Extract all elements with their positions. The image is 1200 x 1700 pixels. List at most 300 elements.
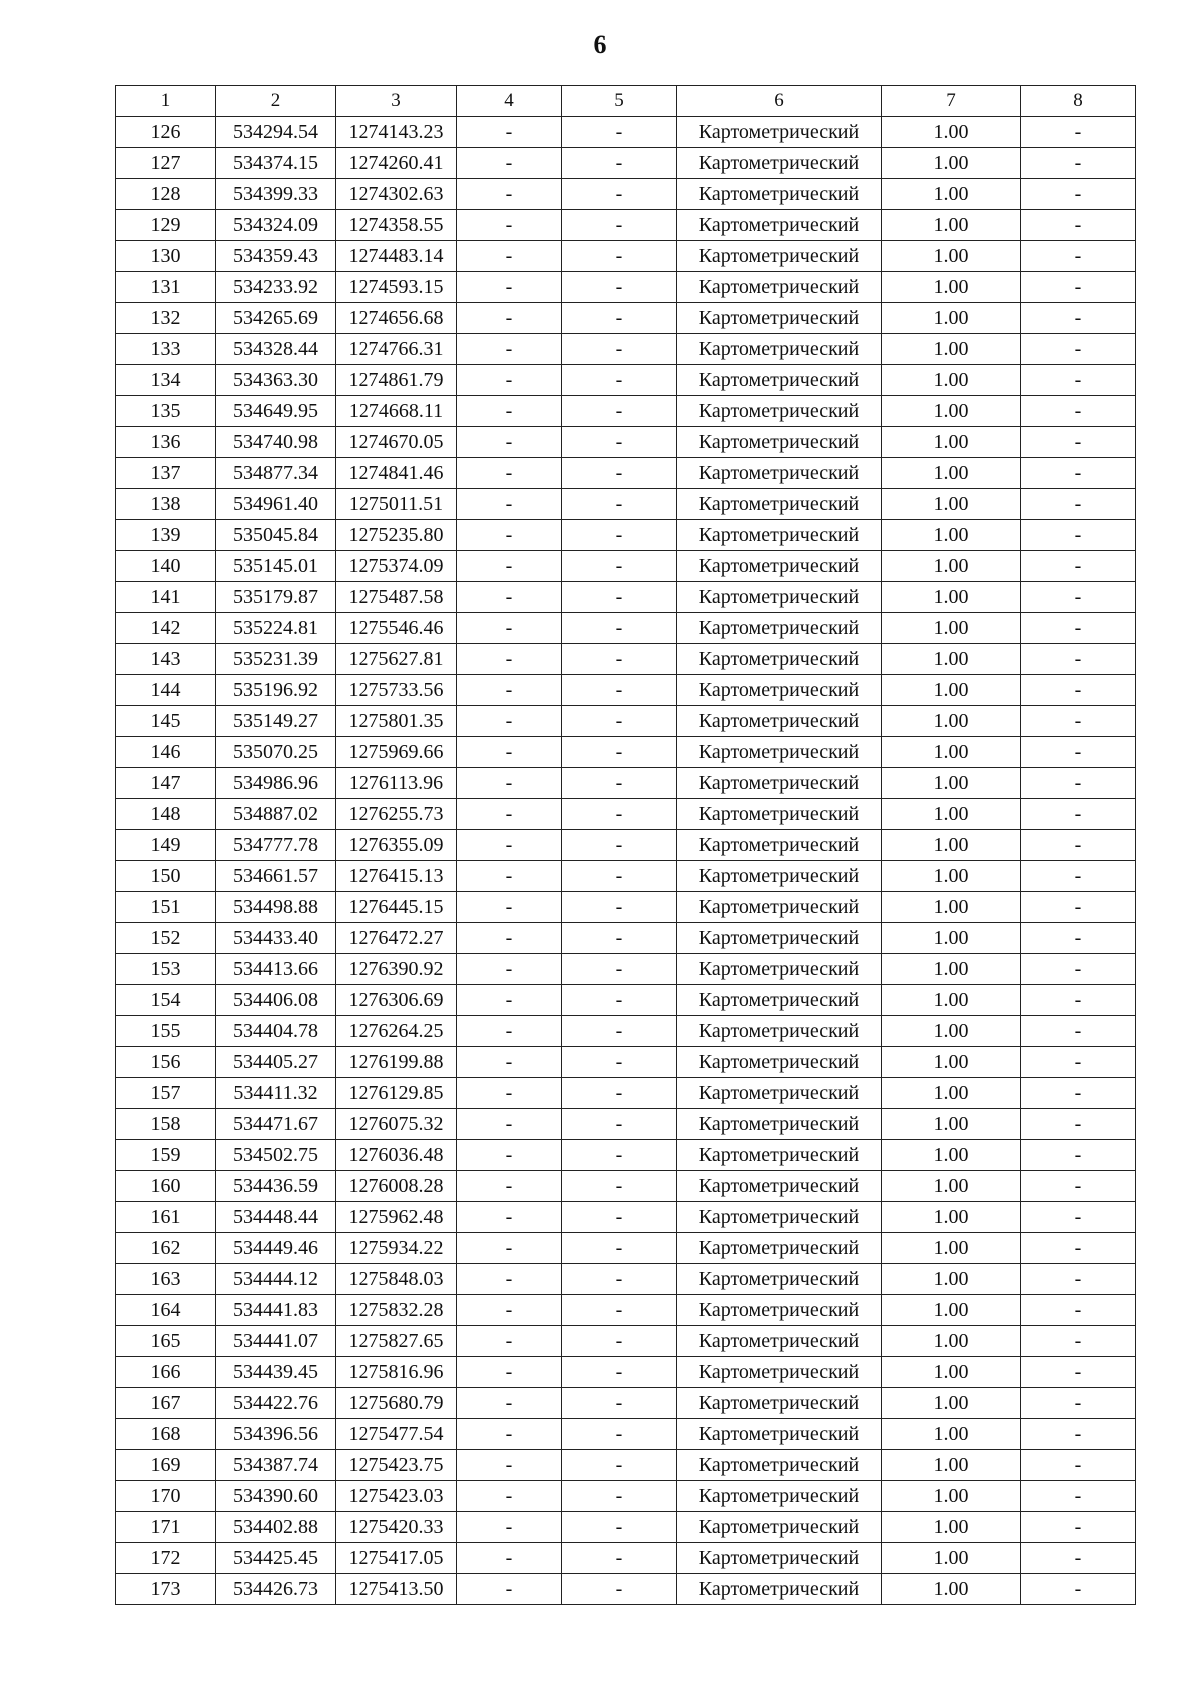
x-coordinate-cell: 534961.40 — [216, 489, 336, 520]
accuracy-cell: 1.00 — [882, 1171, 1021, 1202]
col-4-cell: - — [457, 489, 562, 520]
table-row — [116, 954, 1136, 985]
y-coordinate-cell: 1275011.51 — [336, 489, 457, 520]
col-4-cell: - — [457, 210, 562, 241]
table-row — [116, 1233, 1136, 1264]
col-8-cell: - — [1021, 1047, 1136, 1078]
col-4-cell: - — [457, 1543, 562, 1574]
header-col-6: 6 — [677, 86, 882, 117]
col-4-cell: - — [457, 1078, 562, 1109]
method-cell: Картометрический — [677, 396, 882, 427]
method-cell: Картометрический — [677, 737, 882, 768]
x-coordinate-cell: 534387.74 — [216, 1450, 336, 1481]
col-5-cell: - — [562, 1016, 677, 1047]
col-5-cell: - — [562, 303, 677, 334]
col-4-cell: - — [457, 520, 562, 551]
accuracy-cell: 1.00 — [882, 427, 1021, 458]
accuracy-cell: 1.00 — [882, 675, 1021, 706]
accuracy-cell: 1.00 — [882, 1109, 1021, 1140]
col-5-cell: - — [562, 923, 677, 954]
col-4-cell: - — [457, 334, 562, 365]
table-row — [116, 1140, 1136, 1171]
y-coordinate-cell: 1275827.65 — [336, 1326, 457, 1357]
point-number-cell: 171 — [116, 1512, 216, 1543]
y-coordinate-cell: 1276445.15 — [336, 892, 457, 923]
accuracy-cell: 1.00 — [882, 1481, 1021, 1512]
col-4-cell: - — [457, 396, 562, 427]
y-coordinate-cell: 1275733.56 — [336, 675, 457, 706]
accuracy-cell: 1.00 — [882, 520, 1021, 551]
y-coordinate-cell: 1276129.85 — [336, 1078, 457, 1109]
x-coordinate-cell: 534426.73 — [216, 1574, 336, 1605]
method-cell: Картометрический — [677, 613, 882, 644]
col-5-cell: - — [562, 861, 677, 892]
col-8-cell: - — [1021, 582, 1136, 613]
accuracy-cell: 1.00 — [882, 1016, 1021, 1047]
y-coordinate-cell: 1276036.48 — [336, 1140, 457, 1171]
point-number-cell: 173 — [116, 1574, 216, 1605]
method-cell: Картометрический — [677, 1512, 882, 1543]
col-4-cell: - — [457, 613, 562, 644]
x-coordinate-cell: 535149.27 — [216, 706, 336, 737]
table-row — [116, 179, 1136, 210]
col-4-cell: - — [457, 768, 562, 799]
table-row — [116, 1326, 1136, 1357]
table-row — [116, 985, 1136, 1016]
col-5-cell: - — [562, 241, 677, 272]
point-number-cell: 128 — [116, 179, 216, 210]
method-cell: Картометрический — [677, 179, 882, 210]
col-5-cell: - — [562, 1574, 677, 1605]
table-row — [116, 1450, 1136, 1481]
y-coordinate-cell: 1276075.32 — [336, 1109, 457, 1140]
table-row — [116, 582, 1136, 613]
col-4-cell: - — [457, 303, 562, 334]
point-number-cell: 165 — [116, 1326, 216, 1357]
point-number-cell: 151 — [116, 892, 216, 923]
col-5-cell: - — [562, 706, 677, 737]
col-8-cell: - — [1021, 117, 1136, 148]
point-number-cell: 134 — [116, 365, 216, 396]
y-coordinate-cell: 1275487.58 — [336, 582, 457, 613]
method-cell: Картометрический — [677, 768, 882, 799]
col-4-cell: - — [457, 272, 562, 303]
accuracy-cell: 1.00 — [882, 582, 1021, 613]
table-header — [116, 86, 1136, 117]
x-coordinate-cell: 534649.95 — [216, 396, 336, 427]
col-8-cell: - — [1021, 272, 1136, 303]
y-coordinate-cell: 1275420.33 — [336, 1512, 457, 1543]
x-coordinate-cell: 534436.59 — [216, 1171, 336, 1202]
col-8-cell: - — [1021, 241, 1136, 272]
table-row — [116, 427, 1136, 458]
x-coordinate-cell: 534405.27 — [216, 1047, 336, 1078]
accuracy-cell: 1.00 — [882, 179, 1021, 210]
col-8-cell: - — [1021, 1357, 1136, 1388]
y-coordinate-cell: 1275423.75 — [336, 1450, 457, 1481]
col-5-cell: - — [562, 644, 677, 675]
x-coordinate-cell: 534374.15 — [216, 148, 336, 179]
col-4-cell: - — [457, 1233, 562, 1264]
x-coordinate-cell: 535196.92 — [216, 675, 336, 706]
col-5-cell: - — [562, 210, 677, 241]
table-row — [116, 365, 1136, 396]
x-coordinate-cell: 534265.69 — [216, 303, 336, 334]
col-8-cell: - — [1021, 1109, 1136, 1140]
method-cell: Картометрический — [677, 1574, 882, 1605]
col-4-cell: - — [457, 954, 562, 985]
method-cell: Картометрический — [677, 1047, 882, 1078]
accuracy-cell: 1.00 — [882, 1543, 1021, 1574]
accuracy-cell: 1.00 — [882, 1357, 1021, 1388]
method-cell: Картометрический — [677, 117, 882, 148]
col-5-cell: - — [562, 830, 677, 861]
table-row — [116, 613, 1136, 644]
col-5-cell: - — [562, 613, 677, 644]
y-coordinate-cell: 1276264.25 — [336, 1016, 457, 1047]
y-coordinate-cell: 1275417.05 — [336, 1543, 457, 1574]
method-cell: Картометрический — [677, 1357, 882, 1388]
table-row — [116, 1574, 1136, 1605]
x-coordinate-cell: 534294.54 — [216, 117, 336, 148]
x-coordinate-cell: 534439.45 — [216, 1357, 336, 1388]
accuracy-cell: 1.00 — [882, 365, 1021, 396]
col-5-cell: - — [562, 1109, 677, 1140]
y-coordinate-cell: 1274302.63 — [336, 179, 457, 210]
method-cell: Картометрический — [677, 365, 882, 396]
col-4-cell: - — [457, 644, 562, 675]
y-coordinate-cell: 1274483.14 — [336, 241, 457, 272]
x-coordinate-cell: 535179.87 — [216, 582, 336, 613]
table-body — [116, 117, 1136, 1605]
col-8-cell: - — [1021, 458, 1136, 489]
col-4-cell: - — [457, 1109, 562, 1140]
y-coordinate-cell: 1274670.05 — [336, 427, 457, 458]
col-8-cell: - — [1021, 179, 1136, 210]
col-8-cell: - — [1021, 644, 1136, 675]
col-8-cell: - — [1021, 1264, 1136, 1295]
col-5-cell: - — [562, 582, 677, 613]
col-8-cell: - — [1021, 1171, 1136, 1202]
accuracy-cell: 1.00 — [882, 1574, 1021, 1605]
y-coordinate-cell: 1275413.50 — [336, 1574, 457, 1605]
table-row — [116, 117, 1136, 148]
col-8-cell: - — [1021, 1512, 1136, 1543]
table-row — [116, 489, 1136, 520]
x-coordinate-cell: 534502.75 — [216, 1140, 336, 1171]
method-cell: Картометрический — [677, 1140, 882, 1171]
col-4-cell: - — [457, 582, 562, 613]
y-coordinate-cell: 1275423.03 — [336, 1481, 457, 1512]
method-cell: Картометрический — [677, 892, 882, 923]
point-number-cell: 169 — [116, 1450, 216, 1481]
col-5-cell: - — [562, 954, 677, 985]
y-coordinate-cell: 1274260.41 — [336, 148, 457, 179]
accuracy-cell: 1.00 — [882, 1512, 1021, 1543]
y-coordinate-cell: 1276355.09 — [336, 830, 457, 861]
point-number-cell: 130 — [116, 241, 216, 272]
col-5-cell: - — [562, 334, 677, 365]
col-8-cell: - — [1021, 396, 1136, 427]
table-row — [116, 1171, 1136, 1202]
col-8-cell: - — [1021, 799, 1136, 830]
method-cell: Картометрический — [677, 644, 882, 675]
method-cell: Картометрический — [677, 334, 882, 365]
y-coordinate-cell: 1275477.54 — [336, 1419, 457, 1450]
x-coordinate-cell: 535070.25 — [216, 737, 336, 768]
x-coordinate-cell: 534404.78 — [216, 1016, 336, 1047]
point-number-cell: 157 — [116, 1078, 216, 1109]
x-coordinate-cell: 534986.96 — [216, 768, 336, 799]
col-5-cell: - — [562, 1450, 677, 1481]
y-coordinate-cell: 1274593.15 — [336, 272, 457, 303]
point-number-cell: 145 — [116, 706, 216, 737]
accuracy-cell: 1.00 — [882, 613, 1021, 644]
table-row — [116, 272, 1136, 303]
col-8-cell: - — [1021, 861, 1136, 892]
col-8-cell: - — [1021, 148, 1136, 179]
method-cell: Картометрический — [677, 520, 882, 551]
col-5-cell: - — [562, 1202, 677, 1233]
x-coordinate-cell: 534402.88 — [216, 1512, 336, 1543]
method-cell: Картометрический — [677, 985, 882, 1016]
col-8-cell: - — [1021, 1543, 1136, 1574]
method-cell: Картометрический — [677, 1419, 882, 1450]
point-number-cell: 155 — [116, 1016, 216, 1047]
header-col-3: 3 — [336, 86, 457, 117]
col-4-cell: - — [457, 1574, 562, 1605]
point-number-cell: 143 — [116, 644, 216, 675]
col-5-cell: - — [562, 117, 677, 148]
col-5-cell: - — [562, 1326, 677, 1357]
method-cell: Картометрический — [677, 427, 882, 458]
col-4-cell: - — [457, 551, 562, 582]
table-row — [116, 923, 1136, 954]
col-5-cell: - — [562, 1295, 677, 1326]
table-row — [116, 861, 1136, 892]
col-4-cell: - — [457, 830, 562, 861]
col-4-cell: - — [457, 1264, 562, 1295]
point-number-cell: 137 — [116, 458, 216, 489]
col-4-cell: - — [457, 1357, 562, 1388]
x-coordinate-cell: 534406.08 — [216, 985, 336, 1016]
x-coordinate-cell: 534413.66 — [216, 954, 336, 985]
col-5-cell: - — [562, 1264, 677, 1295]
point-number-cell: 138 — [116, 489, 216, 520]
col-8-cell: - — [1021, 1450, 1136, 1481]
col-5-cell: - — [562, 1481, 677, 1512]
col-8-cell: - — [1021, 892, 1136, 923]
method-cell: Картометрический — [677, 210, 882, 241]
header-col-8: 8 — [1021, 86, 1136, 117]
x-coordinate-cell: 534422.76 — [216, 1388, 336, 1419]
point-number-cell: 161 — [116, 1202, 216, 1233]
y-coordinate-cell: 1276390.92 — [336, 954, 457, 985]
accuracy-cell: 1.00 — [882, 1295, 1021, 1326]
point-number-cell: 136 — [116, 427, 216, 458]
x-coordinate-cell: 535145.01 — [216, 551, 336, 582]
col-5-cell: - — [562, 1233, 677, 1264]
x-coordinate-cell: 534390.60 — [216, 1481, 336, 1512]
y-coordinate-cell: 1275848.03 — [336, 1264, 457, 1295]
table-row — [116, 551, 1136, 582]
x-coordinate-cell: 534324.09 — [216, 210, 336, 241]
y-coordinate-cell: 1275816.96 — [336, 1357, 457, 1388]
point-number-cell: 160 — [116, 1171, 216, 1202]
col-4-cell: - — [457, 427, 562, 458]
col-8-cell: - — [1021, 1202, 1136, 1233]
col-8-cell: - — [1021, 923, 1136, 954]
x-coordinate-cell: 534233.92 — [216, 272, 336, 303]
col-8-cell: - — [1021, 1233, 1136, 1264]
y-coordinate-cell: 1275546.46 — [336, 613, 457, 644]
method-cell: Картометрический — [677, 923, 882, 954]
col-8-cell: - — [1021, 1016, 1136, 1047]
point-number-cell: 153 — [116, 954, 216, 985]
y-coordinate-cell: 1274841.46 — [336, 458, 457, 489]
method-cell: Картометрический — [677, 954, 882, 985]
col-8-cell: - — [1021, 830, 1136, 861]
col-8-cell: - — [1021, 954, 1136, 985]
col-4-cell: - — [457, 1140, 562, 1171]
page-number: 6 — [593, 30, 607, 59]
accuracy-cell: 1.00 — [882, 1078, 1021, 1109]
table-row — [116, 1078, 1136, 1109]
col-8-cell: - — [1021, 1295, 1136, 1326]
col-8-cell: - — [1021, 210, 1136, 241]
point-number-cell: 166 — [116, 1357, 216, 1388]
accuracy-cell: 1.00 — [882, 799, 1021, 830]
accuracy-cell: 1.00 — [882, 458, 1021, 489]
table-row — [116, 1388, 1136, 1419]
col-8-cell: - — [1021, 1326, 1136, 1357]
col-4-cell: - — [457, 737, 562, 768]
method-cell: Картометрический — [677, 799, 882, 830]
accuracy-cell: 1.00 — [882, 210, 1021, 241]
col-4-cell: - — [457, 706, 562, 737]
point-number-cell: 164 — [116, 1295, 216, 1326]
accuracy-cell: 1.00 — [882, 117, 1021, 148]
col-4-cell: - — [457, 1016, 562, 1047]
accuracy-cell: 1.00 — [882, 1140, 1021, 1171]
y-coordinate-cell: 1276113.96 — [336, 768, 457, 799]
method-cell: Картометрический — [677, 272, 882, 303]
y-coordinate-cell: 1276415.13 — [336, 861, 457, 892]
method-cell: Картометрический — [677, 241, 882, 272]
table-row — [116, 768, 1136, 799]
col-8-cell: - — [1021, 768, 1136, 799]
table-row — [116, 1202, 1136, 1233]
table-row — [116, 1419, 1136, 1450]
point-number-cell: 158 — [116, 1109, 216, 1140]
method-cell: Картометрический — [677, 1295, 882, 1326]
col-4-cell: - — [457, 861, 562, 892]
col-8-cell: - — [1021, 334, 1136, 365]
table-row — [116, 1543, 1136, 1574]
table-row — [116, 1109, 1136, 1140]
point-number-cell: 154 — [116, 985, 216, 1016]
point-number-cell: 150 — [116, 861, 216, 892]
accuracy-cell: 1.00 — [882, 1233, 1021, 1264]
col-8-cell: - — [1021, 1419, 1136, 1450]
x-coordinate-cell: 534425.45 — [216, 1543, 336, 1574]
x-coordinate-cell: 534498.88 — [216, 892, 336, 923]
x-coordinate-cell: 534359.43 — [216, 241, 336, 272]
x-coordinate-cell: 534471.67 — [216, 1109, 336, 1140]
col-8-cell: - — [1021, 303, 1136, 334]
accuracy-cell: 1.00 — [882, 861, 1021, 892]
point-number-cell: 133 — [116, 334, 216, 365]
y-coordinate-cell: 1274143.23 — [336, 117, 457, 148]
y-coordinate-cell: 1275832.28 — [336, 1295, 457, 1326]
table-row — [116, 799, 1136, 830]
col-4-cell: - — [457, 675, 562, 706]
y-coordinate-cell: 1276472.27 — [336, 923, 457, 954]
col-4-cell: - — [457, 1481, 562, 1512]
table-row — [116, 520, 1136, 551]
point-number-cell: 141 — [116, 582, 216, 613]
y-coordinate-cell: 1275374.09 — [336, 551, 457, 582]
method-cell: Картометрический — [677, 675, 882, 706]
col-8-cell: - — [1021, 613, 1136, 644]
col-8-cell: - — [1021, 1140, 1136, 1171]
col-5-cell: - — [562, 1543, 677, 1574]
accuracy-cell: 1.00 — [882, 272, 1021, 303]
x-coordinate-cell: 534433.40 — [216, 923, 336, 954]
col-4-cell: - — [457, 923, 562, 954]
table-row — [116, 458, 1136, 489]
method-cell: Картометрический — [677, 1481, 882, 1512]
col-4-cell: - — [457, 1388, 562, 1419]
x-coordinate-cell: 534444.12 — [216, 1264, 336, 1295]
col-8-cell: - — [1021, 1078, 1136, 1109]
x-coordinate-cell: 534448.44 — [216, 1202, 336, 1233]
method-cell: Картометрический — [677, 1388, 882, 1419]
y-coordinate-cell: 1276199.88 — [336, 1047, 457, 1078]
table-row — [116, 1357, 1136, 1388]
point-number-cell: 140 — [116, 551, 216, 582]
x-coordinate-cell: 534441.83 — [216, 1295, 336, 1326]
col-4-cell: - — [457, 1202, 562, 1233]
point-number-cell: 135 — [116, 396, 216, 427]
x-coordinate-cell: 534877.34 — [216, 458, 336, 489]
x-coordinate-cell: 535231.39 — [216, 644, 336, 675]
y-coordinate-cell: 1276306.69 — [336, 985, 457, 1016]
accuracy-cell: 1.00 — [882, 644, 1021, 675]
col-5-cell: - — [562, 1171, 677, 1202]
table-row — [116, 737, 1136, 768]
col-8-cell: - — [1021, 427, 1136, 458]
table-row — [116, 706, 1136, 737]
col-5-cell: - — [562, 179, 677, 210]
header-col-4: 4 — [457, 86, 562, 117]
col-5-cell: - — [562, 1140, 677, 1171]
col-5-cell: - — [562, 675, 677, 706]
accuracy-cell: 1.00 — [882, 768, 1021, 799]
table-row — [116, 1047, 1136, 1078]
accuracy-cell: 1.00 — [882, 1388, 1021, 1419]
x-coordinate-cell: 535045.84 — [216, 520, 336, 551]
x-coordinate-cell: 534396.56 — [216, 1419, 336, 1450]
col-8-cell: - — [1021, 737, 1136, 768]
point-number-cell: 142 — [116, 613, 216, 644]
col-8-cell: - — [1021, 365, 1136, 396]
method-cell: Картометрический — [677, 706, 882, 737]
y-coordinate-cell: 1275627.81 — [336, 644, 457, 675]
col-5-cell: - — [562, 272, 677, 303]
col-5-cell: - — [562, 737, 677, 768]
table-row — [116, 1295, 1136, 1326]
